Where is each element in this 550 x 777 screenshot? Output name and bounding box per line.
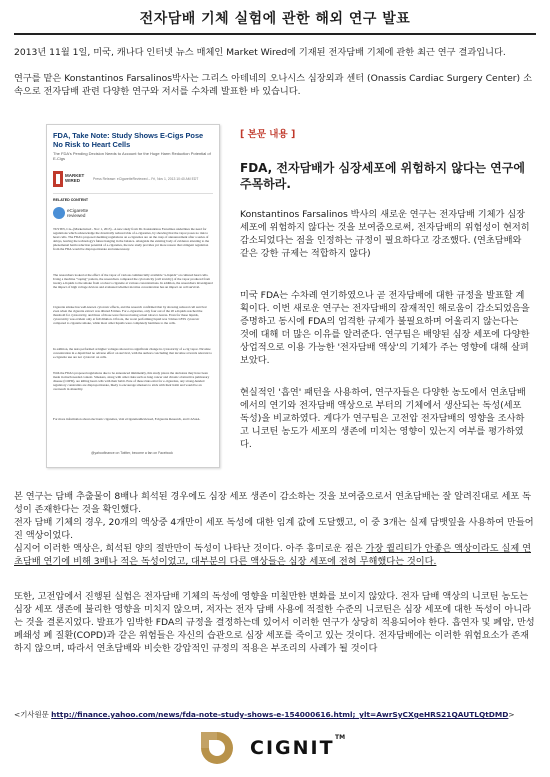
marketwired-logo-text xyxy=(65,173,84,183)
article-body-4: In addition, the tests performed at higher voltages showed no significant change in cytotoxicity of e-cig vapor. Nicotine concentration in e-liquid had no adverse effect on survival, with the authors concluding that nicotine at levels relevant to e-cigarette use are not cytotoxic on cells. xyxy=(53,347,212,360)
article-body-1: TUSTIN, CA--(Marketwired - Nov 1, 2013) - A new study from Dr. Konstantinos Farsalinos underlines the need for regulations which acknowledge the drastically reduced risk of e-cigarettes, by showing that the vapor poses no risk to heart cells. The FDA's proposed deeming regulations on e-cigarettes are on the cusp of announcement after a series of delays, leaving the technology's future hanging in the balance. Alongside the existing body of evidence attesting to the phenomenal harm reduction potential of e-cigarettes, the new study provides yet more reason that stringent regulation from the FDA would be disproportionate and unnecessary. xyxy=(53,227,210,252)
ecigarette-reviewed-logo-text xyxy=(67,208,88,218)
ecig-logo-line-1: eCigarette xyxy=(67,208,89,213)
ecig-logo-line-2: reviewed xyxy=(67,213,86,218)
logo-line-1: MARKET xyxy=(65,173,85,178)
trademark-mark: TM xyxy=(335,734,346,741)
bottom-paragraph-4: 또한, 고전압에서 진행된 실험은 전자담배 기체의 독성에 영향을 미칠만한 변화를 보이지 않았다. 전자 담배 액상의 니코틴 농도는 심장 세포 생존에 불리한 영향을 미치지 않으며, 저자는 전자 담배 사용에 적절한 수준의 니코틴은 심장 세포에 대한 독성이 아니라는 것을 결론지었다. 발표가 임박한 FDA의 규정을 결정하는데 있어서 이러한 연구가 상당히 적용되어야 한다. 흡연자 및 폐암, 만성 폐쇄성 폐 질환(COPD)과 같은 위험들은 자신의 습관으로 심장 세포를 죽이고 있는 것이다. 전자담배에는 이러한 위험요소가 존재하지 않으며, 따라서 연초담배와 비슷한 강압적인 규정의 적용은 부조리의 사례가 될 것이다 xyxy=(14,591,535,654)
summary-paragraph-3: 현실적인 '흡연' 패턴을 사용하여, 연구자들은 다양한 농도에서 연초담배에서의 연기와 전자담배 액상으로 부터의 기체에서 생산되는 독성(세포 독성)을 비교하였다. 게다가 연구팀은 고전압 전자담배의 영향을 조사하고 니코틴 농도가 세포의 생존에 미치는 영향이 있는지 여부를 평가하였다. xyxy=(240,387,526,450)
cignit-logo-text: CIGNIT xyxy=(250,737,335,759)
intro-paragraph-1: 2013년 11월 1일, 미국, 캐나다 인터넷 뉴스 매체인 Market Wired에 기재된 전자담배 기체에 관한 최근 연구 결과입니다. xyxy=(14,47,506,58)
logo-line-2: WIRED xyxy=(65,178,80,183)
cignit-logo-icon xyxy=(195,728,239,768)
summary-paragraph-2: 미국 FDA는 수차례 연기하였으나 곧 전자담배에 대한 규정을 발표할 계획이다. 이번 새로운 연구는 전자담배의 잠재적인 해로움이 감소되었음을 증명하고 동시에 FDA의 엄격한 규제가 불필요하며 어울리지 않는다는 것에 대해 더 많은 이유를 알려준다. 연구팀은 배양된 심장 세포에 다양한 상업적으로 이용 가능한 '전자담배 액상'의 기체가 주는 영향에 대해 살펴보았다. xyxy=(240,290,530,366)
highlighted-finding: 가장 퀄리티가 안좋은 액상이라도 실제 연초담배 연기에 비해 3배나 적은 독성이었고, 대부분의 다른 액상들은 심장 세포에 전혀 무해했다는 것이다. xyxy=(14,543,531,567)
bottom-paragraph-1: 본 연구는 담배 추출물이 8배나 희석된 경우에도 심장 세포 생존이 감소하는 것을 보여줌으로서 연초담배는 잘 알려진대로 세포 독성이 존재한다는 것을 확인했다. xyxy=(14,491,531,515)
article-subtitle: The FDA's Pending Decision Needs to Account for the Huge Harm Reduction Potential of E-Cigs xyxy=(53,151,211,161)
source-line xyxy=(14,709,515,720)
article-divider xyxy=(53,193,213,194)
source-link[interactable]: http://finance.yahoo.com/news/fda-note-study-shows-e-154000616.html;_ylt=AwrSyCXgeHRS21QAUTLQtDMD xyxy=(51,710,509,719)
article-body-5: With the FDA's proposed regulations due to be announced imminently, this study places the decisions they have been made in much needed context. Smokers, along with other risks such as lung cancer and chronic obstructive pulmonary disease (COPD), are killing heart cells with their habit. Pure of these risks exist for e-cigarettes, any strong-handed regulatory constraints are disproportionate, likely to encourage smokers to stick with their habit and would be an overreach in absurdity. xyxy=(53,371,210,392)
article-title: FDA, Take Note: Study Shows E-Cigs Pose No Risk to Heart Cells xyxy=(53,131,204,149)
bottom-paragraph-3-text: 심지어 이러한 액상은, 희석된 양의 절반만이 독성이 나타난 것이다. 아주 흥미로운 점은 xyxy=(14,543,366,554)
title-divider xyxy=(14,33,536,35)
summary-paragraph-1: Konstantinos Farsalinos 박사의 새로운 연구는 전자담배 기체가 심장 세포에 위험하지 않다는 것을 보여줌으로써, 전자담배의 위험성이 현저히 감소되었다는 점을 인정하는 규정이 필요하다고 강조했다. (연초담배와 같은 강한 규제는 적합하지 않다) xyxy=(240,209,530,259)
bottom-paragraph-2: 전자 담배 기체의 경우, 20개의 액상중 4개만이 세포 독성에 대한 임계 값에 도달했고, 이 중 3개는 실제 담뱃잎을 사용하여 만들어진 액상이었다. xyxy=(14,517,534,541)
ecigarette-reviewed-logo-icon xyxy=(53,207,65,219)
article-body-2: The researchers looked at the effect of the vapor of various commercially available "e-liquids" on cultured heart cells. Using a machine "vaping" pattern, the researchers compared the cytotoxicity (cell toxicity) of the vapor produced from twenty e-liquids to the smoke from a tobacco cigarette at various concentrations. In addition, the researchers investigated the impact of high voltage devices and evaluated whether nicotine concentration has an impact on cell survival. xyxy=(53,273,213,290)
source-close: > xyxy=(508,710,515,719)
article-footer: @yahoofinance on Twitter, become a fan on Facebook xyxy=(91,451,173,455)
source-label: <기사원문 xyxy=(14,710,49,719)
bottom-paragraph-3 xyxy=(14,542,536,568)
article-screenshot xyxy=(46,124,220,468)
press-release-line: Press Release: eCigaretteReviewed – Fri, Nov 1, 2013 10:40 AM EDT xyxy=(93,177,199,181)
lead-headline: FDA, 전자담배가 심장세포에 위험하지 않다는 연구에 주목하라. xyxy=(240,161,525,191)
intro-paragraph-2: 연구를 맡은 Konstantinos Farsalinos박사는 그리스 아테네의 오나시스 심장외과 센터 (Onassis Cardiac Surgery Center) 소속으로 전자담배 관련 다양한 연구와 저서를 수차례 발표한 바 있습니다. xyxy=(14,73,532,97)
body-content-heading: [ 본문 내용 ] xyxy=(240,129,296,140)
related-content-heading: RELATED CONTENT xyxy=(53,198,89,202)
article-body-6: For more information about electronic cigarettes, visit eCigarettesReviewed, Ecigarette Research, and CASAA. xyxy=(53,417,201,421)
page-title: 전자담배 기체 실험에 관한 해외 연구 발표 xyxy=(139,11,411,27)
article-body-3: Cigarette smoke has well-known cytotoxic effects, and the research confirmed that by showing reduced cell survival even when the cigarette extract was diluted 8 times. For e-cigarettes, only four out of the 20 e-liquids reached the threshold for cytotoxicity, and three of those were flavored using actual tobacco leaves. Even for these liquids, cytotoxicity was evident only at full dilution. Of note, the worst performing liquid was 3 times LESS cytotoxic compared to cigarette smoke, while most other liquids were completely harmless to the cells. xyxy=(53,305,207,326)
